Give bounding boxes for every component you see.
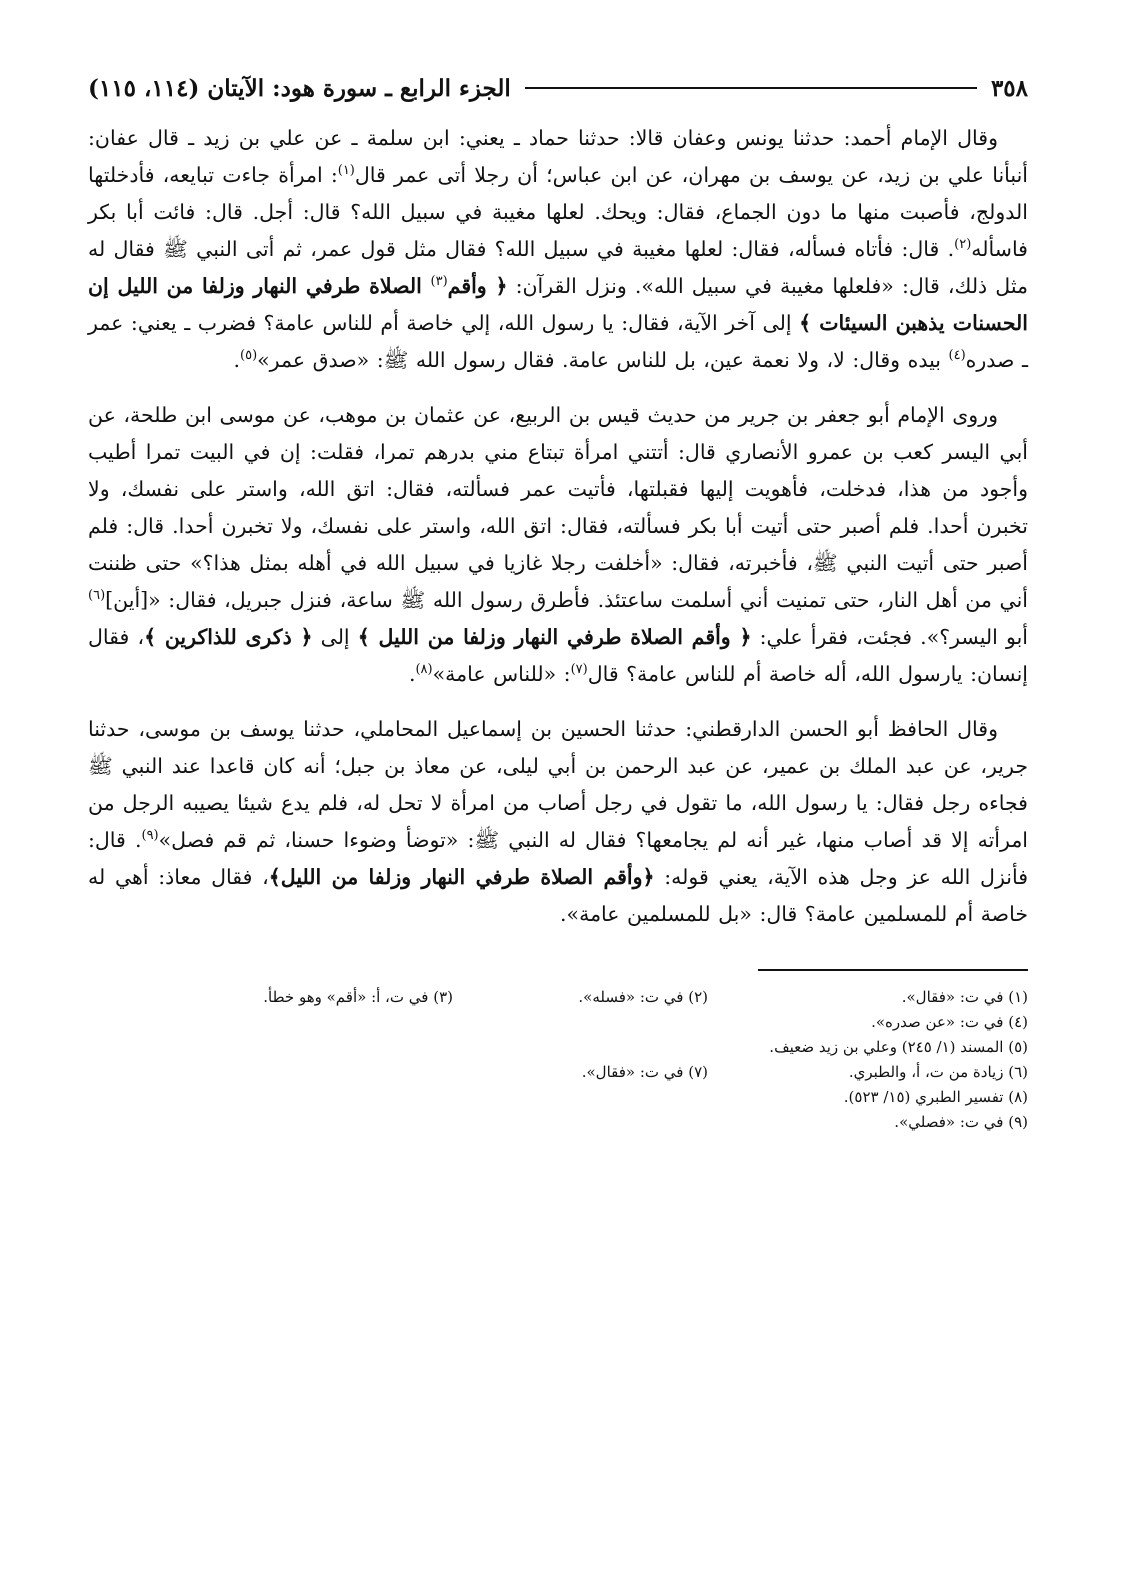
paragraph-text: . <box>233 348 240 372</box>
footnote-row <box>88 985 1028 1010</box>
footnote-row <box>88 1035 1028 1060</box>
footnote-marker: (٨) <box>415 662 433 678</box>
paragraph-text: بيده وقال: لا، ولا نعمة عين، بل للناس عامة. فقال رسول الله ﷺ: «صدق عمر» <box>257 348 949 372</box>
footnote-marker: (٩) <box>141 828 159 844</box>
footnote-marker: (٢) <box>954 237 972 253</box>
paragraph-text: أبو اليسر؟». فجئت، فقرأ علي: <box>751 625 1028 649</box>
footnote: (٣) في ت، أ: «أقم» وهو خطأ. <box>263 988 453 1006</box>
paragraph-text: ، فقال معاذ: أهي له خاصة أم للمسلمين عامة؟ قال: «بل للمسلمين عامة». <box>88 865 1028 926</box>
footnote: (٥) المسند (١/ ٢٤٥) وعلي بن زيد ضعيف. <box>769 1038 1028 1056</box>
paragraph-text: وقال الحافظ أبو الحسن الدارقطني: حدثنا الحسين بن إسماعيل المحاملي، حدثنا يوسف بن موسى، حدثنا جرير، عن عبد الملك بن عمير، عن عبد الرحمن بن أبي ليلى، عن معاذ بن جبل؛ أنه كان قاعدا عند النبي ﷺ فجاءه رجل فقال: يا رسول الله، ما تقول في رجل أصاب من امرأة لا تحل له، فلم يدع شيئا يصيبه الرجل من امرأته إلا قد أصاب منها، غير أنه لم يجامعها؟ فقال له النبي ﷺ: «توضأ وضوءا حسنا، ثم قم فصل» <box>88 717 1028 852</box>
footnote-marker: (٦) <box>88 588 106 604</box>
footnotes <box>88 985 1028 1135</box>
footnote-marker: (٤) <box>948 348 966 364</box>
paragraph-text: إلى آخر الآية، فقال: يا رسول الله، إلي خاصة أم للناس عامة؟ فضرب ـ يعني: عمر ـ صدره <box>88 311 1028 372</box>
paragraph-text: ، فقال إنسان: يارسول الله، أله خاصة أم للناس عامة؟ قال <box>88 625 1028 686</box>
footnote-marker: (٣) <box>430 274 448 290</box>
quran-quote: الصلاة طرفي النهار وزلفا من الليل إن الحسنات يذهبن السيئات ﴾ <box>88 274 1028 335</box>
footnote-row <box>88 1060 1028 1085</box>
paragraph <box>88 120 1028 379</box>
quran-quote: ﴿ وأقم <box>447 274 508 298</box>
footnote-row <box>88 1010 1028 1035</box>
paragraph-text: إلى <box>312 625 358 649</box>
footnote: (٦) زيادة من ت، أ، والطبري. <box>848 1063 1028 1081</box>
paragraph-text: . <box>408 662 416 686</box>
footnote: (٩) في ت: «فصلي». <box>894 1113 1028 1131</box>
footnote-marker: (١) <box>337 163 355 179</box>
header-rule <box>525 87 977 89</box>
paragraph <box>88 711 1028 933</box>
footnote-rule <box>758 969 1028 971</box>
paragraph-text: : امرأة جاءت تبايعه، فأدخلتها الدولج، فأصبت منها ما دون الجماع، فقال: ويحك. لعلها مغيبة في سبيل الله؟ قال: أجل. قال: فائت أبا بكر فاسأله <box>88 163 1028 261</box>
paragraph <box>88 397 1028 693</box>
footnote: (٧) في ت: «فقال». <box>581 1063 708 1081</box>
quran-quote: ﴿وأقم الصلاة طرفي النهار وزلفا من الليل﴾ <box>268 865 655 889</box>
body-text <box>88 120 1028 933</box>
page-number: ٣٥٨ <box>990 74 1028 102</box>
paragraph-text: وقال الإمام أحمد: حدثنا يونس وعفان قالا: حدثنا حماد ـ يعني: ابن سلمة ـ عن علي بن زيد ـ قال عفان: أنبأنا علي بن زيد، عن يوسف بن مهران، عن ابن عباس؛ أن رجلا أتى عمر قال <box>88 126 1028 187</box>
footnote-marker: (٥) <box>240 348 258 364</box>
footnote-row <box>88 1110 1028 1135</box>
quran-quote: ﴿ وأقم الصلاة طرفي النهار وزلفا من الليل ﴾ <box>357 625 752 649</box>
footnote-marker: (٧) <box>570 662 588 678</box>
footnote: (١) في ت: «فقال». <box>901 988 1028 1006</box>
header-title: الجزء الرابع ـ سورة هود: الآيتان (١١٤، ١١٥) <box>88 74 511 102</box>
footnote: (٢) في ت: «فسله». <box>578 988 708 1006</box>
running-header <box>88 66 1028 110</box>
book-page <box>88 66 1028 1546</box>
paragraph-text: : «للناس عامة» <box>432 662 571 686</box>
paragraph-text: . قال: فأتاه فسأله، فقال: لعلها مغيبة في سبيل الله؟ فقال مثل قول عمر، ثم أتى النبي ﷺ فقال له مثل ذلك، قال: «فلعلها مغيبة في سبيل الله». ونزل القرآن: <box>88 237 1028 298</box>
footnote-row <box>88 1085 1028 1110</box>
paragraph-text: وروى الإمام أبو جعفر بن جرير من حديث قيس بن الربيع، عن عثمان بن موهب، عن موسى ابن طلحة، عن أبي اليسر كعب بن عمرو الأنصاري قال: أتتني امرأة تبتاع مني بدرهم تمرا، فقلت: إن في البيت تمرا أطيب وأجود من هذا، فدخلت، فأهويت إليها فقبلتها، فأتيت عمر فسألته، فقال: اتق الله، واستر على نفسك، ولا تخبرن أحدا. فلم أصبر حتى أتيت أبا بكر فسألته، فقال: اتق الله، واستر على نفسك، ولا تخبرن أحدا. قال: فلم أصبر حتى أتيت النبي ﷺ، فأخبرته، فقال: «أخلفت رجلا غازيا في سبيل الله في أهله بمثل هذا؟» حتى ظننت أني من أهل النار، حتى تمنيت أني أسلمت ساعتئذ. فأطرق رسول الله ﷺ ساعة، فنزل جبريل، فقال: «[أين] <box>88 403 1028 612</box>
footnote: (٤) في ت: «عن صدره». <box>871 1013 1028 1031</box>
paragraph-text: . قال: فأنزل الله عز وجل هذه الآية، يعني قوله: <box>88 828 1028 889</box>
quran-quote: ﴿ ذكرى للذاكرين ﴾ <box>144 625 313 649</box>
footnote: (٨) تفسير الطبري (١٥/ ٥٢٣). <box>843 1088 1028 1106</box>
